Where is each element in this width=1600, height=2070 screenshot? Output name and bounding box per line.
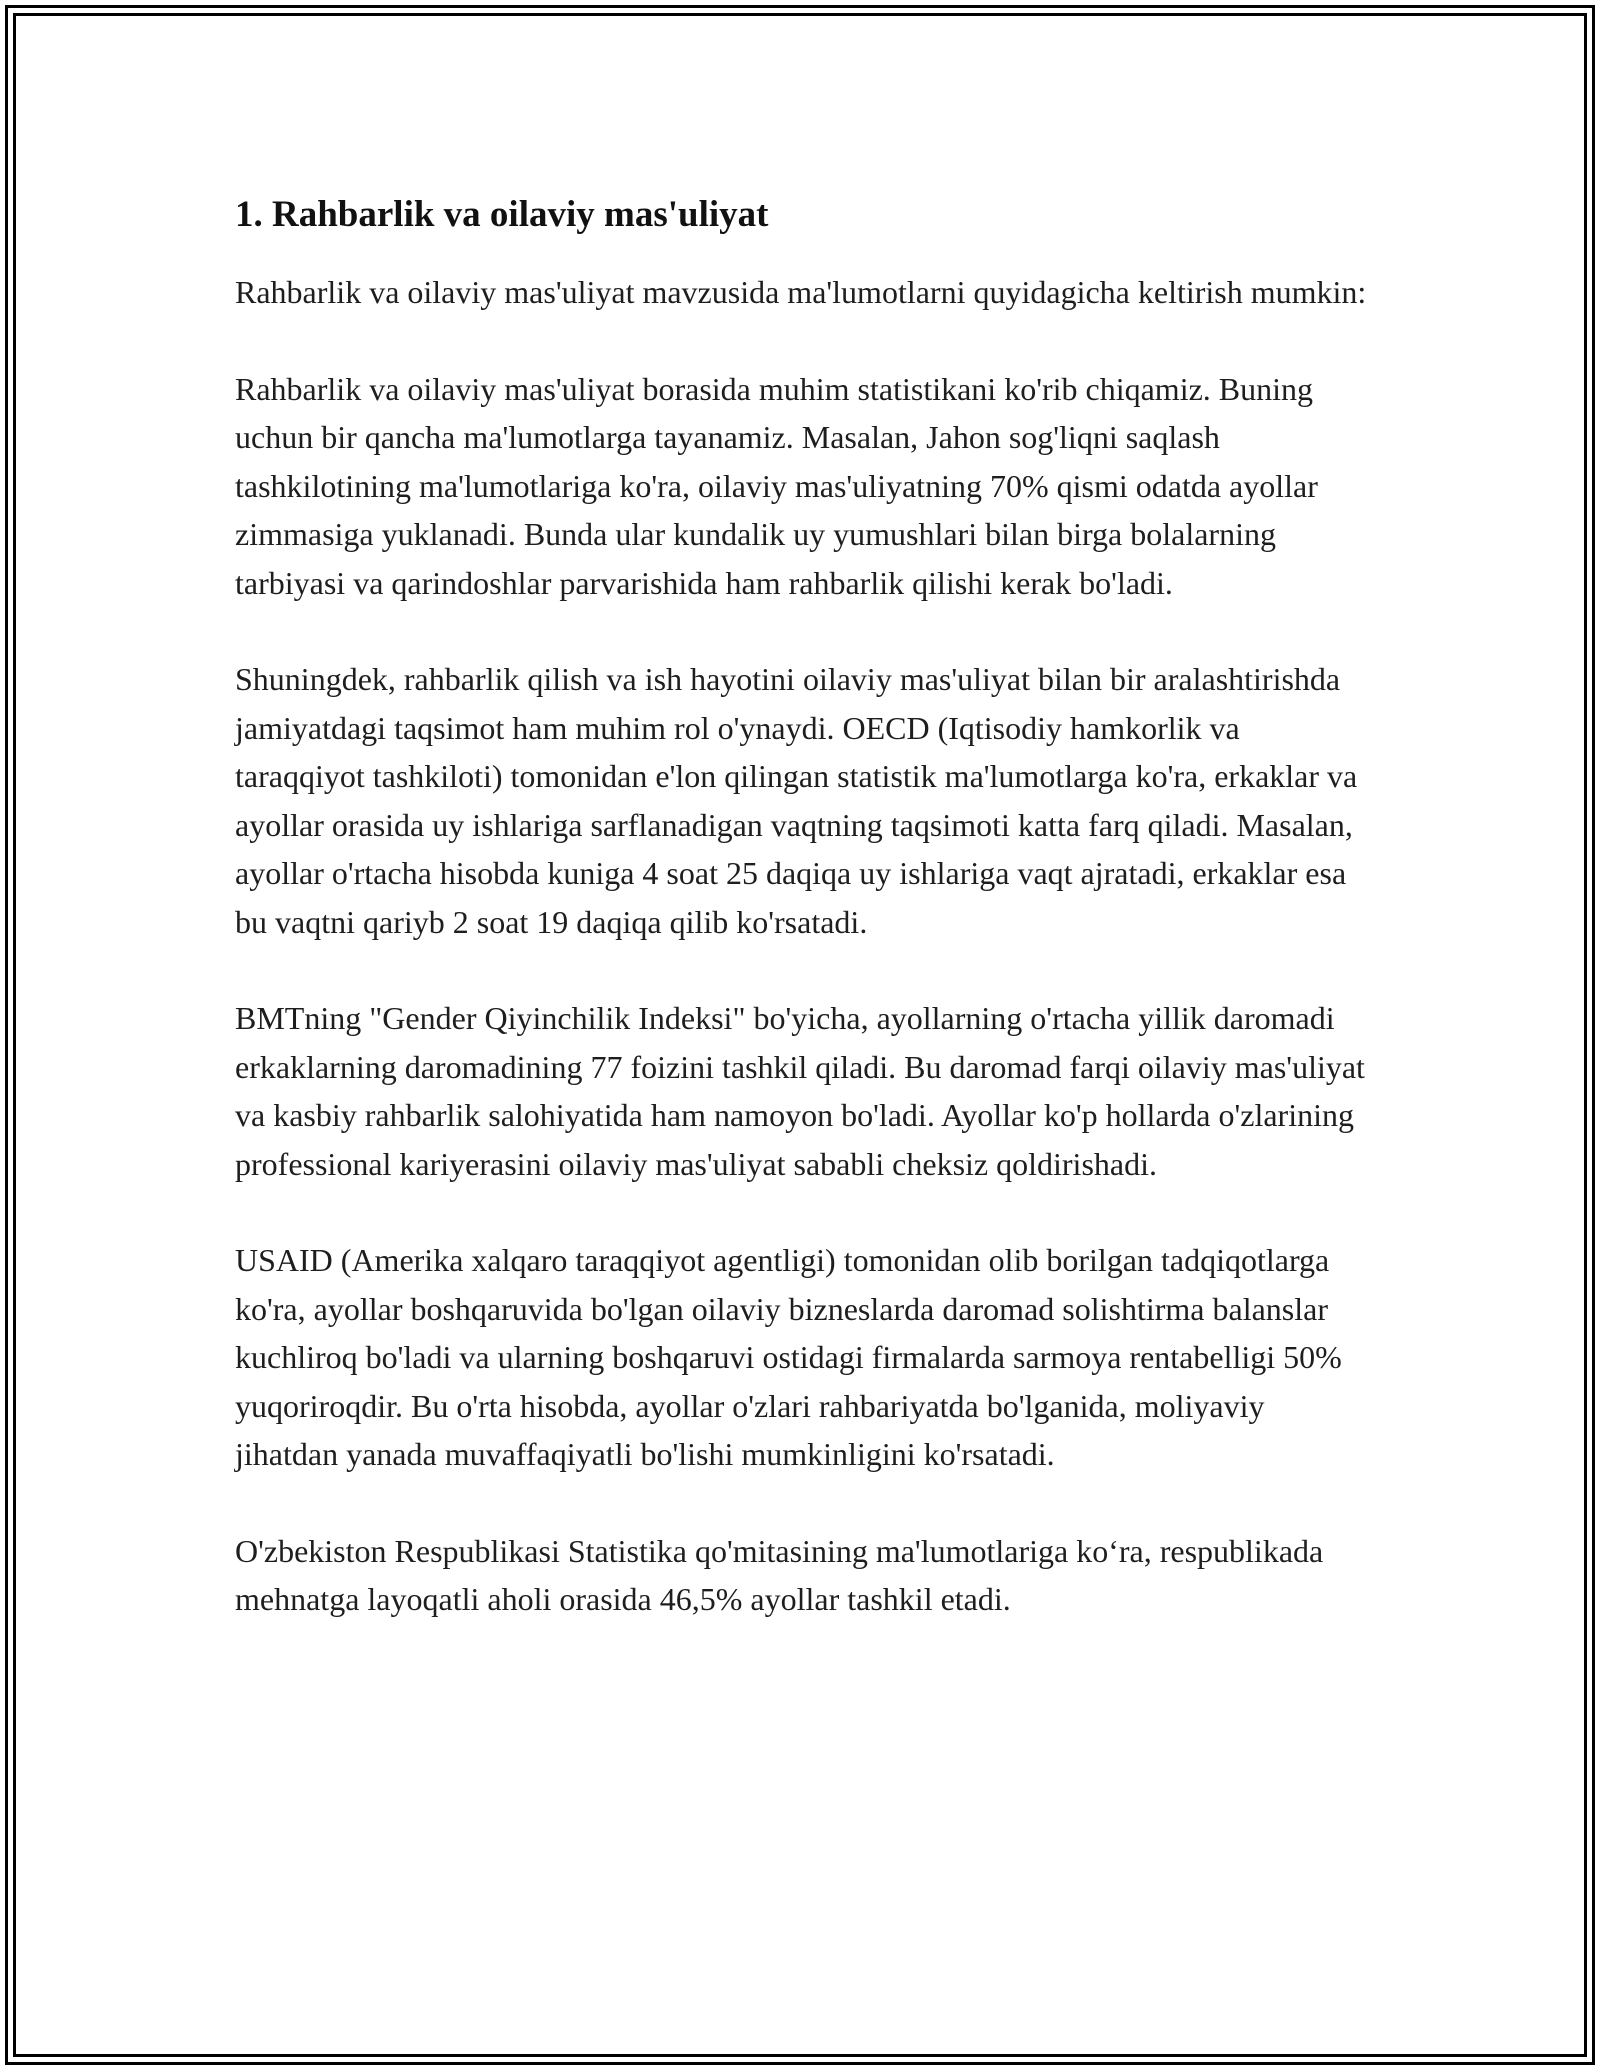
document-body bbox=[235, 184, 1370, 1624]
paragraph-usaid: USAID (Amerika xalqaro taraqqiyot agentligi) tomonidan olib borilgan tadqiqotlarga ko'ra, ayollar boshqaruvida bo'lgan oilaviy bizneslarda daromad solishtirma balanslar kuchliroq bo'ladi va ularning boshqaruvi ostidagi firmalarda sarmoya rentabelligi 50% yuqoriroqdir. Bu o'rta hisobda, ayollar o'zlari rahbariyatda bo'lganida, moliyaviy jihatdan yanada muvaffaqiyatli bo'lishi mumkinligini ko'rsatadi. bbox=[235, 1242, 1342, 1472]
paragraph-gender-index: BMTning "Gender Qiyinchilik Indeksi" bo'yicha, ayollarning o'rtacha yillik daromadi erkaklarning daromadining 77 foizini tashkil qiladi. Bu daromad farqi oilaviy mas'uliyat va kasbiy rahbarlik salohiyatida ham namoyon bo'ladi. Ayollar ko'p hollarda o'zlarining professional kariyerasini oilaviy mas'uliyat sababli cheksiz qoldirishadi. bbox=[235, 1000, 1365, 1182]
section-heading: 1. Rahbarlik va oilaviy mas'uliyat bbox=[235, 194, 769, 235]
paragraph-oecd: Shuningdek, rahbarlik qilish va ish hayotini oilaviy mas'uliyat bilan bir aralashtirishda jamiyatdagi taqsimot ham muhim rol o'ynaydi. OECD (Iqtisodiy hamkorlik va taraqqiyot tashkiloti) tomonidan e'lon qilingan statistik ma'lumotlarga ko'ra, erkaklar va ayollar orasida uy ishlariga sarflanadigan vaqtning taqsimoti katta farq qiladi. Masalan, ayollar o'rtacha hisobda kuniga 4 soat 25 daqiqa uy ishlariga vaqt ajratadi, erkaklar esa bu vaqtni qariyb 2 soat 19 daqiqa qilib ko'rsatadi. bbox=[235, 661, 1358, 940]
paragraph-statistics: Rahbarlik va oilaviy mas'uliyat borasida muhim statistikani ko'rib chiqamiz. Buning uchun bir qancha ma'lumotlarga tayanamiz. Masalan, Jahon sog'liqni saqlash tashkilotining ma'lumotlariga ko'ra, oilaviy mas'uliyatning 70% qismi odatda ayollar zimmasiga yuklanadi. Bunda ular kundalik uy yumushlari bilan birga bolalarning tarbiyasi va qarindoshlar parvarishida ham rahbarlik qilishi kerak bo'ladi. bbox=[235, 370, 1318, 601]
paragraph-uzbekistan: O'zbekiston Respublikasi Statistika qo'mitasining ma'lumotlariga ko‘ra, respublikada mehnatga layoqatli aholi orasida 46,5% ayollar tashkil etadi. bbox=[235, 1532, 1324, 1617]
paragraph-intro: Rahbarlik va oilaviy mas'uliyat mavzusida ma'lumotlarni quyidagicha keltirish mumkin: bbox=[235, 274, 1367, 310]
